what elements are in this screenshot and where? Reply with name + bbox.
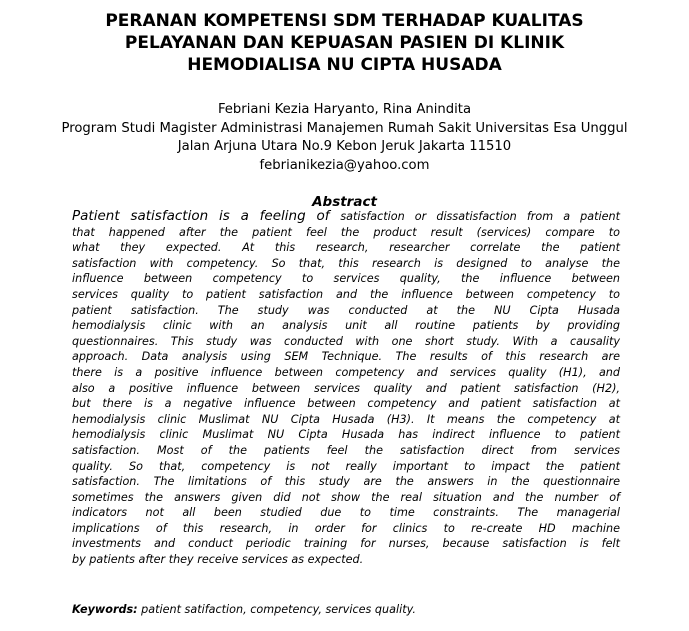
abstract-line: by patients after they receive services as expected. <box>72 553 364 567</box>
abstract-line: approach. Data analysis using SEM Technique. The results of this research are <box>72 350 620 364</box>
abstract-line: satisfaction. The limitations of this study are the answers in the questionnaire <box>72 475 620 489</box>
abstract-line: what they expected. At this research, researcher correlate the patient <box>72 241 620 255</box>
paper-title <box>0 10 689 76</box>
abstract-line: also a positive influence between services quality and patient satisfaction (H2), <box>72 381 620 395</box>
abstract-line: hemodialysis clinic with an analysis unit all routine patients by providing <box>72 319 620 333</box>
abstract-heading: Abstract <box>312 194 377 210</box>
keywords-label: Keywords: <box>72 603 138 616</box>
abstract-line: influence between competency to services quality, the influence between <box>72 272 620 286</box>
keywords-text: patient satifaction, competency, services quality. <box>137 603 416 616</box>
author-block <box>0 101 689 175</box>
author-affiliation: Program Studi Magister Administrasi Manajemen Rumah Sakit Universitas Esa Unggul <box>61 120 628 136</box>
abstract-line: that happened after the patient feel the product result (services) compare to <box>72 225 620 239</box>
title-line-1: PERANAN KOMPETENSI SDM TERHADAP KUALITAS <box>105 11 584 31</box>
abstract-line: implications of this research, in order for clinics to re-create HD machine <box>72 521 620 535</box>
keywords <box>72 602 416 618</box>
abstract-line: but there is a negative influence between competency and patient satisfaction at <box>72 397 620 411</box>
abstract-line: sometimes the answers given did not show the real situation and the number of <box>72 490 620 504</box>
author-names: Febriani Kezia Haryanto, Rina Anindita <box>217 102 472 117</box>
author-address: Jalan Arjuna Utara No.9 Kebon Jeruk Jakarta 11510 <box>177 139 512 154</box>
abstract-line: patient satisfaction. The study was conducted at the NU Cipta Husada <box>72 303 620 317</box>
abstract-line: services quality to patient satisfaction and the influence between competency to <box>72 287 620 301</box>
abstract-line: there is a positive influence between competency and services quality (H1), and <box>72 365 620 379</box>
abstract-line: questionnaires. This study was conducted with one short study. With a causality <box>72 334 620 348</box>
title-line-3: HEMODIALISA NU CIPTA HUSADA <box>187 55 502 75</box>
abstract-line: satisfaction. Most of the patients feel the satisfaction direct from services <box>72 443 620 457</box>
abstract-body <box>72 209 620 568</box>
abstract-line-1 <box>72 209 620 225</box>
title-line-2: PELAYANAN DAN KEPUASAN PASIEN DI KLINIK <box>124 33 565 53</box>
abstract-line-1-rest: satisfaction or dissatisfaction from a patient <box>340 210 620 223</box>
abstract-lead-in: Patient satisfaction is a feeling of <box>72 208 341 224</box>
abstract-line: hemodialysis clinic Muslimat NU Cipta Husada (H3). It means the competency at <box>72 412 620 426</box>
abstract-line: quality. So that, competency is not really important to impact the patient <box>72 459 620 473</box>
abstract-line: indicators not all been studied due to time constraints. The managerial <box>72 506 620 520</box>
abstract-line: hemodialysis clinic Muslimat NU Cipta Husada has indirect influence to patient <box>72 428 620 442</box>
author-email: febrianikezia@yahoo.com <box>259 157 430 173</box>
abstract-line: investments and conduct periodic training for nurses, because satisfaction is felt <box>72 537 620 551</box>
abstract-line: satisfaction with competency. So that, this research is designed to analyse the <box>72 256 620 270</box>
